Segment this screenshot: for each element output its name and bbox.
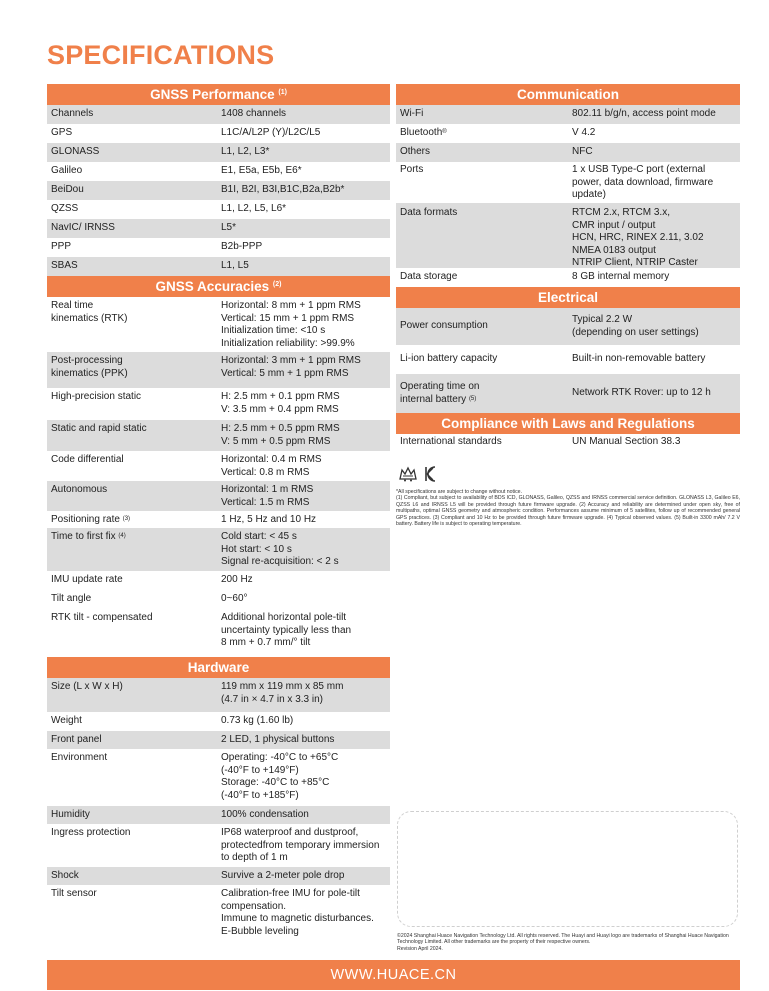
spec-label: [47, 809, 221, 824]
spec-value-line: Additional horizontal pole-tilt: [221, 612, 347, 623]
spec-label-text: Wi-Fi: [400, 108, 424, 119]
spec-label-text: Positioning rate: [51, 514, 120, 525]
spec-value-line: Calibration-free IMU for pole-tilt: [221, 888, 360, 899]
spec-label: [47, 593, 221, 609]
spec-label: [47, 203, 221, 219]
electrical-section: [396, 287, 740, 413]
spec-label-text: Galileo: [51, 165, 83, 176]
spec-label-text: Front panel: [51, 734, 102, 745]
spec-row: [47, 885, 390, 937]
spec-row: [396, 124, 740, 143]
dealer-sticker-area: [397, 811, 738, 927]
spec-label-text: Static and rapid static: [51, 423, 147, 434]
spec-label: [396, 381, 572, 406]
spec-label: [396, 108, 572, 124]
spec-value-line: UN Manual Section 38.3: [572, 436, 681, 447]
spec-row: [47, 481, 390, 511]
gnss-performance-rows: [47, 105, 390, 276]
spec-value-line: E1, E5a, E5b, E6*: [221, 165, 302, 176]
spec-label: [47, 514, 221, 528]
electrical-rows: [396, 308, 740, 413]
spec-value-line: L5*: [221, 222, 237, 233]
spec-label: [47, 165, 221, 181]
spec-label-text: kinematics (PPK): [51, 367, 128, 379]
spec-value: [221, 146, 390, 162]
spec-label-text: SBAS: [51, 260, 78, 271]
spec-value-line: Horizontal: 3 mm + 1 ppm RMS: [221, 355, 361, 366]
spec-value: [221, 715, 390, 731]
spec-value-line: 1 x USB Type-C port (external: [572, 164, 706, 175]
gnss-performance-section: [47, 84, 390, 276]
spec-row: [47, 200, 390, 219]
weee-icon: [399, 465, 417, 483]
kc-mark-icon: [423, 465, 439, 483]
spec-label-text: Tilt sensor: [51, 888, 97, 899]
spec-label: [47, 612, 221, 657]
gnss-performance-header: GNSS Performance $^{(1)}$: [47, 84, 390, 105]
spec-label-text: Operating time on: [400, 381, 480, 392]
spec-value: [572, 436, 740, 453]
spec-row: [396, 203, 740, 268]
copyright-notice: ©2024 Shanghai Huace Navigation Technology Ltd. All rights reserved. The Huayi and Huayi logo are trademarks of Shanghai Huace Navigation Technology Limited. All other trademarks are the property of their respective owners. Revision April 2024.: [397, 933, 729, 952]
spec-value-line: (depending on user settings): [572, 326, 699, 338]
spec-row: [47, 528, 390, 571]
spec-value-line: Horizontal: 0.4 m RMS: [221, 454, 322, 465]
spec-value-line: NFC: [572, 146, 593, 157]
footnote-ref: (4): [118, 533, 126, 539]
spec-row: [47, 238, 390, 257]
spec-label: [396, 353, 572, 366]
spec-value: [221, 827, 390, 867]
spec-row: [47, 181, 390, 200]
spec-value-line: L1C/A/L2P (Y)/L2C/L5: [221, 127, 321, 138]
spec-value-line: Horizontal: 8 mm + 1 ppm RMS: [221, 300, 361, 311]
spec-label-text: Size (L x W x H): [51, 681, 123, 692]
spec-label-text: Code differential: [51, 454, 124, 465]
spec-label: [47, 574, 221, 590]
spec-label: [47, 454, 221, 481]
electrical-header: Electrical: [396, 287, 740, 308]
spec-label: [47, 355, 221, 388]
spec-row: [396, 434, 740, 453]
spec-label-text: Time to first fix: [51, 531, 116, 542]
spec-label-text: GLONASS: [51, 146, 100, 157]
communication-rows: [396, 105, 740, 287]
spec-label: [47, 391, 221, 420]
spec-value: [221, 127, 390, 143]
compliance-rows: [396, 434, 740, 453]
spec-row: [396, 374, 740, 413]
spec-label-text: Li-ion battery capacity: [400, 353, 498, 365]
spec-value-line: Vertical: 1.5 m RMS: [221, 496, 310, 508]
spec-label: [47, 681, 221, 712]
spec-value: [221, 531, 390, 571]
spec-value-line: Initialization reliability: >99.9%: [221, 337, 355, 349]
spec-value: [221, 241, 390, 257]
footnote-ref: (3): [122, 516, 131, 522]
spec-row: [396, 308, 740, 345]
spec-row: [47, 590, 390, 609]
hardware-rows: [47, 678, 390, 937]
spec-value: [572, 271, 740, 287]
spec-label-text: Data storage: [400, 271, 458, 282]
spec-label: [47, 888, 221, 933]
spec-row: [47, 388, 390, 420]
spec-label: [396, 320, 572, 333]
spec-value-line: update): [572, 189, 606, 200]
spec-label: [47, 827, 221, 867]
spec-value-line: HCN, HRC, RINEX 2.11, 3.02: [572, 232, 704, 243]
spec-label-text: RTK tilt - compensated: [51, 612, 153, 623]
spec-label-text: International standards: [400, 436, 502, 447]
spec-value-line: (4.7 in × 4.7 in x 3.3 in): [221, 693, 324, 705]
spec-label-text: IMU update rate: [51, 574, 123, 585]
spec-label-text: Weight: [51, 715, 82, 726]
spec-value-line: Storage: -40°C to +85°C: [221, 777, 330, 788]
spec-value-line: B2b-PPP: [221, 241, 263, 252]
spec-value-line: H: 2.5 mm + 0.5 ppm RMS: [221, 423, 340, 434]
spec-label-text: Bluetooth: [400, 127, 443, 138]
spec-label: [396, 146, 572, 162]
spec-row: [396, 345, 740, 374]
spec-row: [396, 162, 740, 203]
spec-value-line: Initialization time: <10 s: [221, 325, 326, 336]
spec-value-line: (-40°F to +149°F): [221, 764, 299, 776]
spec-value-line: (-40°F to +185°F): [221, 789, 299, 801]
spec-row: [47, 420, 390, 451]
spec-label-text: Data formats: [400, 207, 458, 218]
spec-label-text: Real time: [51, 300, 94, 311]
spec-row: [396, 268, 740, 287]
spec-value: [221, 574, 390, 590]
spec-value: [572, 108, 740, 124]
spec-value: [221, 612, 390, 657]
spec-row: [396, 105, 740, 124]
spec-label: [47, 715, 221, 731]
spec-value-line: Immune to magnetic disturbances.: [221, 913, 374, 924]
spec-row: [47, 162, 390, 181]
gnss-accuracies-section: [47, 276, 390, 657]
spec-value-line: Cold start: < 45 s: [221, 531, 297, 542]
spec-row: [47, 352, 390, 388]
spec-label-text: Autonomous: [51, 484, 108, 495]
spec-label: [396, 436, 572, 453]
spec-value: [221, 355, 390, 388]
spec-label-text: kinematics (RTK): [51, 312, 128, 324]
spec-row: [47, 806, 390, 824]
spec-value: [221, 165, 390, 181]
communication-section: [396, 84, 740, 287]
spec-value-line: V: 3.5 mm + 0.4 ppm RMS: [221, 403, 339, 415]
spec-value: [221, 888, 390, 937]
spec-row: [47, 257, 390, 276]
spec-value: [221, 593, 390, 609]
spec-value: [221, 514, 390, 528]
spec-label-text: Others: [400, 146, 431, 157]
spec-value: [221, 391, 390, 420]
spec-label-text: Post-processing: [51, 355, 123, 366]
gnss-accuracies-header: GNSS Accuracies $^{(2)}$: [47, 276, 390, 297]
spec-row: [47, 731, 390, 749]
spec-value-line: Vertical: 5 mm + 1 ppm RMS: [221, 367, 349, 379]
spec-label: [47, 184, 221, 200]
spec-value-line: V: 5 mm + 0.5 ppm RMS: [221, 435, 331, 447]
spec-row: [47, 124, 390, 143]
spec-label: [47, 300, 221, 352]
spec-value-line: H: 2.5 mm + 0.1 ppm RMS: [221, 391, 340, 402]
spec-value-line: Survive a 2-meter pole drop: [221, 870, 345, 881]
spec-label: [396, 207, 572, 268]
spec-row: [47, 105, 390, 124]
spec-value-line: L1, L2, L3*: [221, 146, 270, 157]
spec-value-line: 1 Hz, 5 Hz and 10 Hz: [221, 514, 317, 525]
page-title: SPECIFICATIONS: [47, 40, 275, 70]
spec-label-text: GPS: [51, 127, 73, 138]
spec-value-line: Horizontal: 1 m RMS: [221, 484, 314, 495]
spec-value: [221, 454, 390, 481]
spec-label: [47, 127, 221, 143]
spec-label: [47, 241, 221, 257]
gnss-accuracies-rows: [47, 297, 390, 657]
spec-label-text: Tilt angle: [51, 593, 92, 604]
spec-row: [47, 219, 390, 238]
spec-value-line: 8 GB internal memory: [572, 271, 670, 282]
spec-value: [221, 184, 390, 200]
spec-value-line: 802.11 b/g/n, access point mode: [572, 108, 716, 119]
spec-label-text: NavIC/ IRNSS: [51, 222, 115, 233]
compliance-section: [396, 413, 740, 483]
spec-value: [221, 260, 390, 276]
spec-row: [47, 297, 390, 352]
spec-row: [47, 824, 390, 867]
spec-row: [47, 749, 390, 806]
compliance-header: Compliance with Laws and Regulations: [396, 413, 740, 434]
spec-label: [47, 222, 221, 238]
spec-value: [221, 203, 390, 219]
spec-row: [47, 678, 390, 712]
spec-value-line: 200 Hz: [221, 574, 253, 585]
spec-value-line: 1408 channels: [221, 108, 287, 119]
spec-value: [572, 314, 740, 339]
spec-value-line: 8 mm + 0.7 mm/° tilt: [221, 637, 311, 648]
spec-value: [572, 207, 740, 268]
spec-row: [47, 867, 390, 885]
spec-value-line: CMR input / output: [572, 219, 656, 231]
spec-label-text: Ingress protection: [51, 827, 131, 838]
spec-value-line: NTRIP Client, NTRIP Caster: [572, 257, 698, 268]
spec-value-line: RTCM 2.x, RTCM 3.x,: [572, 207, 670, 218]
spec-value: [572, 164, 740, 203]
footnotes: *All specifications are subject to change without notice. (1) Compliant, but subject to availability of BDS ICD, GLONASS, Galileo, QZSS and IRNSS commercial service definition. GLONASS L3, Galileo E6, QZSS L6 and IRNSS L5 will be provided through future firmware upgrade. (2) Accuracy and reliability are determined under open sky, free of multipaths, optimal GNSS geometry and atmospheric condition. Performances assume minimum of 5 satellites, follow up of recommended general GPS practices. (3) Compliant and 10 Hz to be provided through future firmware upgrade. (4) Typical observed values. (5) Built-in 3300 mAh/ 7.2 V battery. Battery life is subject to operating temperature.: [396, 489, 740, 528]
spec-row: [47, 143, 390, 162]
spec-value-line: L1, L5: [221, 260, 249, 271]
spec-row: [47, 712, 390, 731]
spec-value: [221, 752, 390, 806]
spec-value: [572, 146, 740, 162]
spec-label-text: Shock: [51, 870, 79, 881]
spec-label: [47, 484, 221, 511]
spec-label-text: Power consumption: [400, 320, 488, 332]
spec-label: [396, 127, 572, 143]
certification-icons: [399, 465, 740, 483]
spec-value: [221, 300, 390, 352]
spec-value-line: protectedfrom temporary immersion: [221, 839, 380, 851]
hardware-section: [47, 657, 390, 937]
right-column: [396, 84, 740, 527]
spec-value: [221, 423, 390, 451]
spec-value-line: NMEA 0183 output: [572, 244, 656, 256]
spec-row: [396, 143, 740, 162]
spec-label-text: Humidity: [51, 809, 90, 820]
footer-website-link[interactable]: WWW.HUACE.CN: [47, 960, 740, 990]
spec-label: [47, 531, 221, 571]
spec-row: [47, 571, 390, 590]
spec-label-text: PPP: [51, 241, 72, 252]
hardware-header: Hardware: [47, 657, 390, 678]
spec-value-line: Signal re-acquisition: < 2 s: [221, 556, 339, 567]
spec-value-line: Network RTK Rover: up to 12 h: [572, 387, 711, 399]
spec-value: [221, 681, 390, 712]
spec-value-line: Typical 2.2 W: [572, 314, 633, 325]
spec-label: [47, 146, 221, 162]
spec-label-text: Ports: [400, 164, 424, 175]
spec-value: [572, 387, 740, 400]
spec-label-text: Channels: [51, 108, 94, 119]
registered-mark: ®: [442, 129, 447, 135]
spec-value-line: 119 mm x 119 mm x 85 mm: [221, 681, 344, 692]
spec-label: [47, 260, 221, 276]
spec-value-line: to depth of 1 m: [221, 852, 288, 863]
spec-value: [221, 108, 390, 124]
spec-value: [221, 870, 390, 885]
spec-value: [221, 734, 390, 749]
spec-value-line: Operating: -40°C to +65°C: [221, 752, 339, 763]
spec-label-text: QZSS: [51, 203, 79, 214]
spec-value: [572, 127, 740, 143]
spec-label: [396, 271, 572, 287]
spec-value-line: Vertical: 15 mm + 1 ppm RMS: [221, 312, 355, 324]
spec-value: [221, 484, 390, 511]
communication-header: Communication: [396, 84, 740, 105]
spec-label: [396, 164, 572, 203]
spec-value-line: 0~60°: [221, 593, 248, 604]
spec-value-line: Hot start: < 10 s: [221, 543, 292, 555]
spec-value-line: E-Bubble leveling: [221, 925, 299, 937]
spec-label: [47, 752, 221, 806]
spec-value-line: compensation.: [221, 900, 287, 912]
spec-label-text: Environment: [51, 752, 108, 763]
spec-value-line: 2 LED, 1 physical buttons: [221, 734, 335, 745]
spec-row: [47, 511, 390, 528]
spec-row: [47, 451, 390, 481]
spec-value-line: B1I, B2I, B3I,B1C,B2a,B2b*: [221, 184, 345, 195]
spec-label: [47, 108, 221, 124]
spec-value: [221, 222, 390, 238]
spec-value-line: power, data download, firmware: [572, 176, 714, 188]
spec-label: [47, 423, 221, 451]
spec-label: [47, 870, 221, 885]
spec-value-line: 0.73 kg (1.60 lb): [221, 715, 294, 726]
spec-value: [572, 353, 740, 366]
spec-label-text: High-precision static: [51, 391, 142, 402]
spec-value-line: Built-in non-removable battery: [572, 353, 706, 365]
left-column: [47, 84, 390, 937]
spec-value-line: Vertical: 0.8 m RMS: [221, 466, 310, 478]
spec-label-text: internal battery: [400, 393, 467, 405]
spec-row: [47, 609, 390, 657]
footnote-ref: (5): [468, 395, 477, 402]
spec-value-line: uncertainty typically less than: [221, 624, 352, 636]
spec-value-line: V 4.2: [572, 127, 596, 138]
spec-label-text: BeiDou: [51, 184, 84, 195]
spec-value-line: IP68 waterproof and dustproof,: [221, 827, 359, 838]
spec-value: [221, 809, 390, 824]
spec-value-line: 100% condensation: [221, 809, 309, 820]
spec-label: [47, 734, 221, 749]
spec-value-line: L1, L2, L5, L6*: [221, 203, 287, 214]
